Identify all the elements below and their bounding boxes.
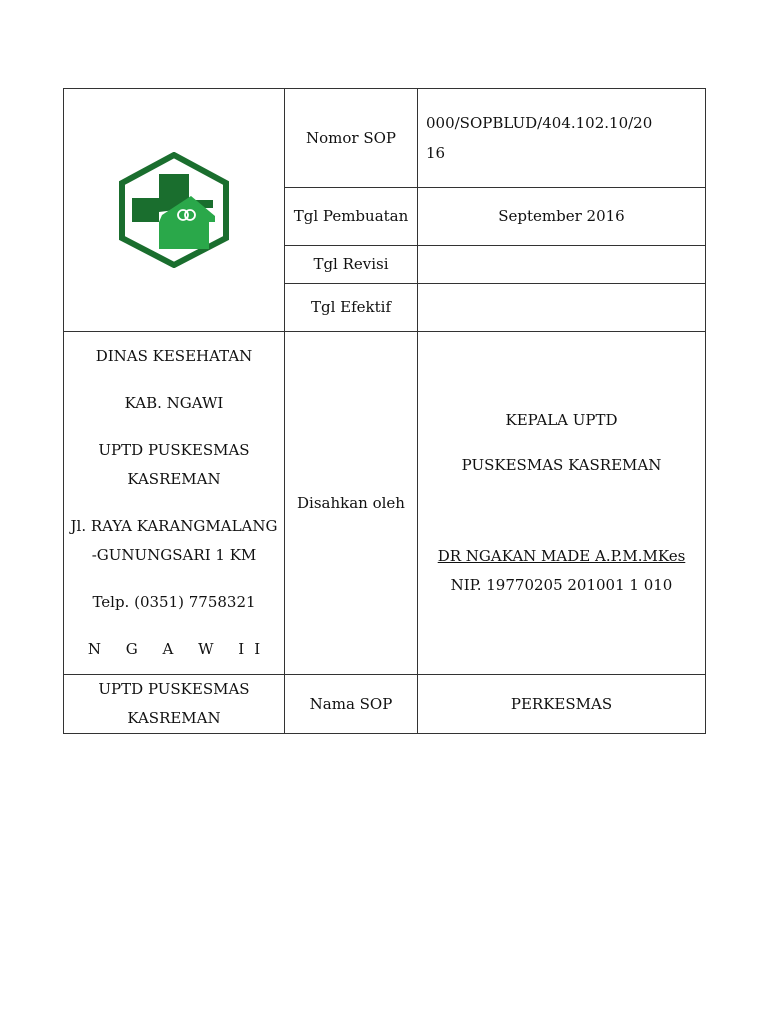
institution-phone: Telp. (0351) 7758321 — [92, 593, 256, 611]
approval-title1: KEPALA UPTD — [505, 411, 618, 429]
institution-line4: KASREMAN — [127, 470, 221, 488]
puskesmas-logo-icon — [119, 152, 229, 268]
tgl-efektif-label: Tgl Efektif — [285, 284, 418, 332]
footer-unit-line2: KASREMAN — [127, 709, 221, 727]
approval-cell — [418, 332, 706, 675]
institution-city: N G A W II — [87, 640, 271, 658]
nama-sop-value: PERKESMAS — [418, 675, 706, 734]
approval-nip: NIP. 19770205 201001 1 010 — [450, 576, 673, 594]
disahkan-label: Disahkan oleh — [285, 332, 418, 675]
approval-name: DR NGAKAN MADE A.P.M.MKes — [437, 547, 686, 565]
tgl-revisi-label: Tgl Revisi — [285, 246, 418, 284]
nomor-sop-label: Nomor SOP — [285, 89, 418, 188]
tgl-efektif-value — [418, 284, 706, 332]
tgl-pembuatan-label: Tgl Pembuatan — [285, 188, 418, 246]
nomor-sop-value — [418, 89, 706, 188]
tgl-revisi-value — [418, 246, 706, 284]
institution-address2: -GUNUNGSARI 1 KM — [91, 546, 257, 564]
approval-title2: PUSKESMAS KASREMAN — [461, 456, 662, 474]
tgl-pembuatan-value: September 2016 — [418, 188, 706, 246]
footer-unit-cell — [64, 675, 285, 734]
institution-address1: Jl. RAYA KARANGMALANG — [70, 517, 278, 535]
sop-header-table — [63, 88, 706, 734]
institution-cell — [64, 332, 285, 675]
nomor-sop-line2: 16 — [426, 144, 446, 162]
institution-line3: UPTD PUSKESMAS — [98, 441, 250, 459]
institution-line1: DINAS KESEHATAN — [95, 347, 253, 365]
nama-sop-label: Nama SOP — [285, 675, 418, 734]
institution-line2: KAB. NGAWI — [124, 394, 224, 412]
nomor-sop-line1: 000/SOPBLUD/404.102.10/20 — [426, 114, 653, 132]
logo-cell — [64, 89, 285, 332]
footer-unit-line1: UPTD PUSKESMAS — [98, 680, 250, 698]
